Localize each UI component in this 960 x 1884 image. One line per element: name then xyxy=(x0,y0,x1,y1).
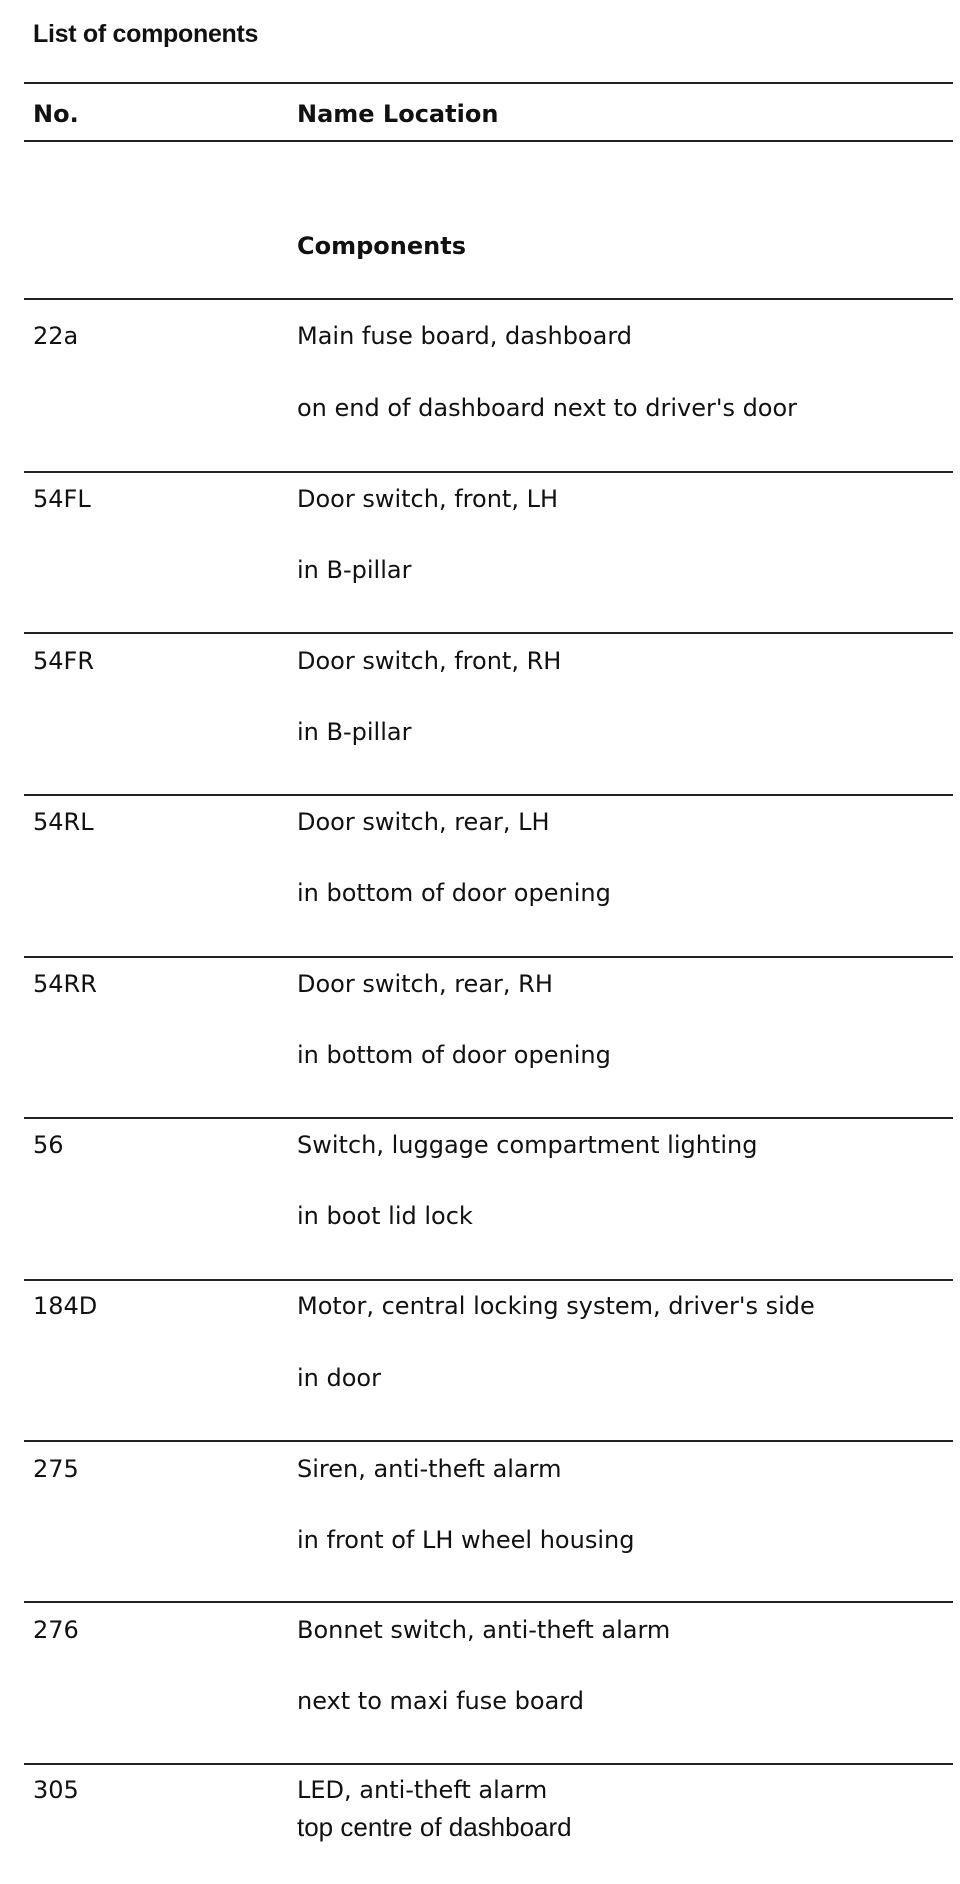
component-number: 56 xyxy=(33,1131,64,1159)
table-header-rule xyxy=(24,140,953,142)
table-top-rule xyxy=(24,82,953,84)
component-location: in B-pillar xyxy=(297,718,412,746)
row-divider xyxy=(24,956,953,958)
row-divider xyxy=(24,471,953,473)
component-location: in B-pillar xyxy=(297,556,412,584)
document-title: List of components xyxy=(33,20,259,48)
component-number: 22a xyxy=(33,322,79,350)
component-location: in door xyxy=(297,1364,381,1392)
row-divider xyxy=(24,794,953,796)
component-number: 54RL xyxy=(33,808,94,836)
component-location: in bottom of door opening xyxy=(297,879,611,907)
row-divider xyxy=(24,632,953,634)
row-divider xyxy=(24,298,953,300)
section-label: Components xyxy=(297,232,466,260)
row-divider xyxy=(24,1601,953,1603)
component-number: 276 xyxy=(33,1616,79,1644)
component-name: Door switch, front, RH xyxy=(297,647,562,675)
component-name: Motor, central locking system, driver's side xyxy=(297,1292,815,1320)
component-name: Bonnet switch, anti-theft alarm xyxy=(297,1616,671,1644)
component-name: Door switch, rear, RH xyxy=(297,970,553,998)
component-name: Door switch, front, LH xyxy=(297,485,558,513)
component-location: on end of dashboard next to driver's door xyxy=(297,394,798,422)
row-divider xyxy=(24,1279,953,1281)
row-divider xyxy=(24,1117,953,1119)
component-name: Switch, luggage compartment lighting xyxy=(297,1131,758,1159)
row-divider xyxy=(24,1763,953,1765)
component-number: 184D xyxy=(33,1292,98,1320)
component-name: Siren, anti-theft alarm xyxy=(297,1455,562,1483)
row-divider xyxy=(24,1440,953,1442)
component-number: 305 xyxy=(33,1776,79,1804)
column-header-name-location: Name Location xyxy=(297,100,499,128)
component-location: in boot lid lock xyxy=(297,1202,473,1230)
component-number: 54FR xyxy=(33,647,95,675)
component-location: top centre of dashboard xyxy=(297,1812,572,1842)
component-number: 54FL xyxy=(33,485,91,513)
component-location: in bottom of door opening xyxy=(297,1041,611,1069)
component-location: in front of LH wheel housing xyxy=(297,1526,635,1554)
component-location: next to maxi fuse board xyxy=(297,1687,584,1715)
component-name: Door switch, rear, LH xyxy=(297,808,550,836)
component-name: LED, anti-theft alarm xyxy=(297,1776,548,1804)
column-header-no: No. xyxy=(33,100,79,128)
component-name: Main fuse board, dashboard xyxy=(297,322,633,350)
component-number: 275 xyxy=(33,1455,79,1483)
component-number: 54RR xyxy=(33,970,97,998)
